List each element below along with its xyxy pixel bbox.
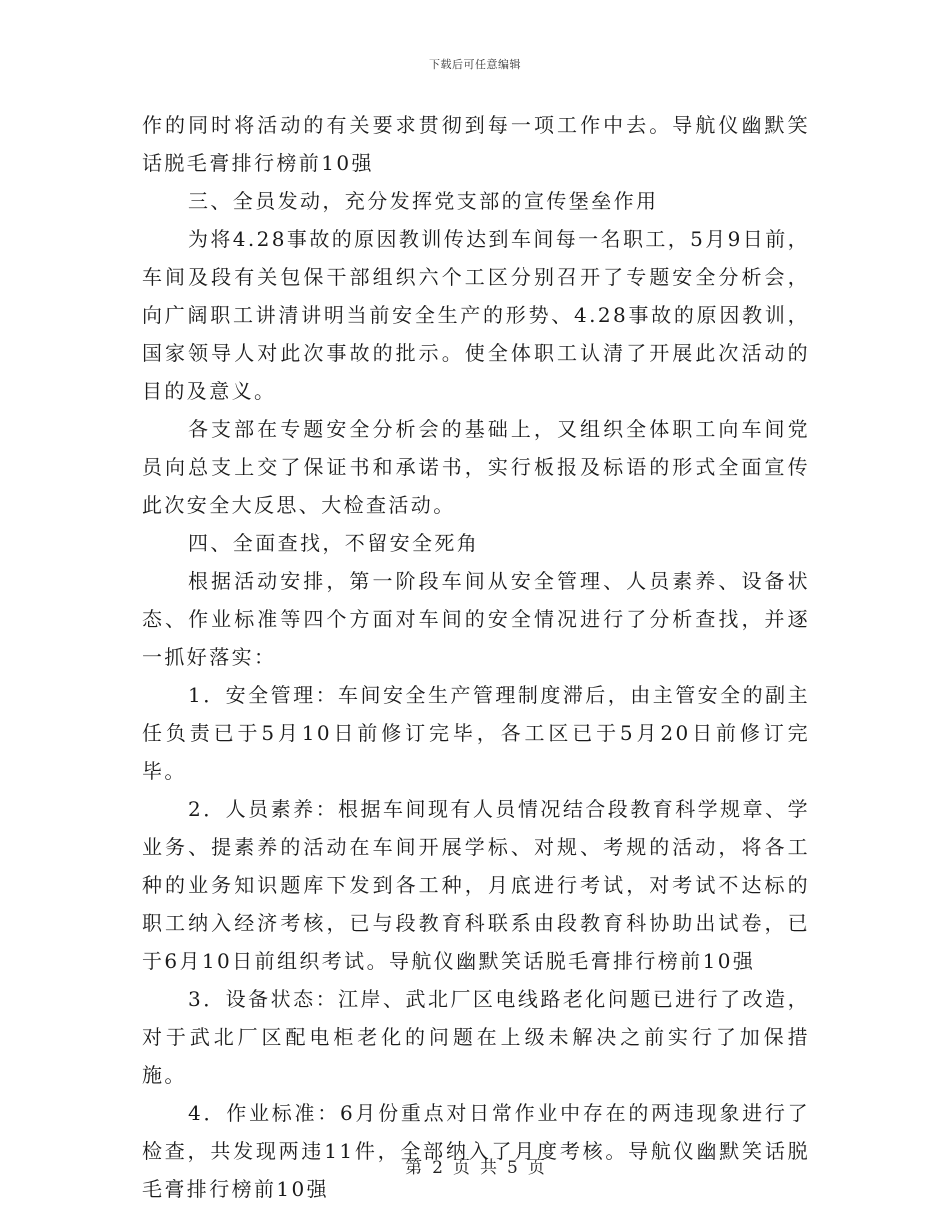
page-footer [0, 1153, 950, 1178]
list-item-safety-management: 1．安全管理：车间安全生产管理制度滞后，由主管安全的副主任负责已于5月10日前修订完毕，各工区已于5月20日前修订完毕。 [142, 683, 810, 783]
document-body [142, 106, 810, 1208]
paragraph-continuation: 作的同时将活动的有关要求贯彻到每一项工作中去。导航仪幽默笑话脱毛膏排行榜前10强 [142, 113, 810, 175]
section-heading-4: 四、全面查找，不留安全死角 [188, 531, 480, 555]
section-heading-3: 三、全员发动，充分发挥党支部的宣传堡垒作用 [188, 189, 659, 213]
list-item-personnel-quality: 2．人员素养：根据车间现有人员情况结合段教育科学规章、学业务、提素养的活动在车间开展学标、对规、考规的活动，将各工种的业务知识题库下发到各工种，月底进行考试，对考试不达标的职工纳入经济考核，已与段教育科联系由段教育科协助出试卷，已于6月10日前组织考试。导航仪幽默笑话脱毛膏排行榜前10强 [142, 797, 810, 973]
page-header: 下载后可任意编辑 [429, 58, 521, 71]
list-item-equipment-status: 3．设备状态：江岸、武北厂区电线路老化问题已进行了改造，对于武北厂区配电柜老化的问题在上级未解决之前实行了加保措施。 [142, 987, 810, 1087]
list-item-work-standards: 4．作业标准：6月份重点对日常作业中存在的两违现象进行了检查，共发现两违11件，全部纳入了月度考核。导航仪幽默笑话脱毛膏排行榜前10强 [142, 1101, 810, 1201]
paragraph-accident-lessons: 为将4.28事故的原因教训传达到车间每一名职工，5月9日前，车间及段有关包保干部组织六个工区分别召开了专题安全分析会，向广阔职工讲清讲明当前安全生产的形势、4.28事故的原因教训，国家领导人对此次事故的批示。使全体职工认清了开展此次活动的目的及意义。 [142, 227, 810, 403]
paragraph-activity-plan: 根据活动安排，第一阶段车间从安全管理、人员素养、设备状态、作业标准等四个方面对车间的安全情况进行了分析查找，并逐一抓好落实： [142, 569, 810, 669]
footer-total-word: 共 [480, 1158, 497, 1178]
paragraph-branch-pledges: 各支部在专题安全分析会的基础上，又组织全体职工向车间党员向总支上交了保证书和承诺书，实行板报及标语的形式全面宣传此次安全大反思、大检查活动。 [142, 417, 810, 517]
footer-page-word: 页 [453, 1158, 470, 1178]
current-page-number: 2 [432, 1158, 443, 1178]
total-pages-number: 5 [507, 1158, 518, 1178]
footer-prefix: 第 [405, 1158, 423, 1178]
footer-suffix: 页 [527, 1158, 545, 1178]
